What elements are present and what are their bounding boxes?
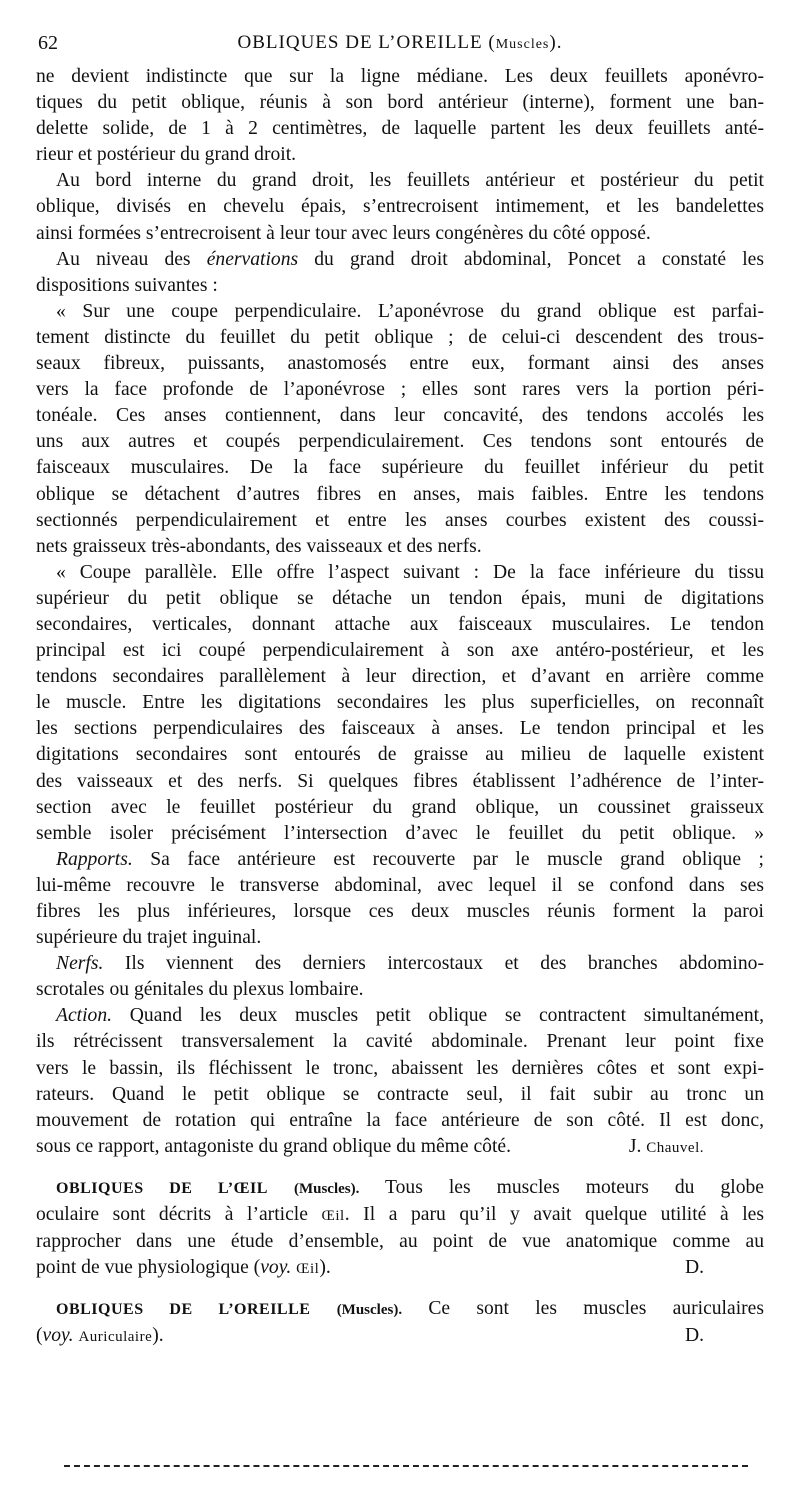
- running-head-small-caps: Muscles: [495, 37, 550, 52]
- text-line: [36, 1175, 764, 1202]
- text-line: « Sur une coupe perpendiculaire. L’aponévrose du grand oblique est parfai-: [56, 300, 764, 322]
- section-label-rapports: Rapports.: [56, 848, 133, 870]
- text-line: rieur et postérieur du grand droit.: [36, 144, 297, 166]
- text-line: mouvement de rotation qui entraîne la face antérieure de son côté. Il est donc,: [36, 1109, 764, 1131]
- page-number: 62: [38, 32, 58, 54]
- text-line: supérieur du petit oblique se détache un tendon épais, muni de digitations: [36, 587, 764, 609]
- section-label-action: Action.: [56, 1005, 113, 1027]
- text-line: sectionnés perpendiculairement et entre les anses courbes existent des coussi-: [36, 509, 764, 531]
- text-line: dispositions suivantes :: [36, 274, 218, 296]
- text-line: supérieure du trajet inguinal.: [36, 927, 262, 949]
- text-fragment: Ce sont les muscles auriculaires: [402, 1298, 764, 1320]
- page: [36, 0, 764, 1501]
- text-line: tendons secondaires parallèlement à leur direction, et d’avant en arrière comme: [36, 666, 764, 688]
- text-line: [36, 1202, 764, 1229]
- text-line: [36, 951, 764, 977]
- text-fragment: oculaire sont décrits à l’article: [36, 1204, 322, 1226]
- text-line: vers la face profonde de l’aponévrose ; elles sont rares vers la portion péri-: [36, 379, 764, 401]
- text-line: digitations secondaires sont entourés de graisse au milieu de laquelle existent: [36, 744, 764, 766]
- text-line: ils rétrécissent transversalement la cavité abdominale. Prenant leur point fixe: [36, 1031, 764, 1053]
- text-line: principal est ici coupé perpendiculairement à son axe antéro-postérieur, et les: [36, 640, 764, 662]
- cross-reference: Auriculaire: [78, 1329, 153, 1346]
- text-line: le muscle. Entre les digitations secondaires les plus superficielles, on reconnaît: [36, 692, 764, 714]
- text-line: ne devient indistincte que sur la ligne médiane. Les deux feuillets aponévro-: [36, 66, 764, 87]
- text-line: fibres les plus inférieures, lorsque ces deux muscles réunis forment la paroi: [36, 901, 764, 922]
- text-line: des vaisseaux et des nerfs. Si quelques fibres établissent l’adhérence de l’inter-: [36, 770, 764, 792]
- voy-abbrev: voy.: [260, 1257, 292, 1279]
- entry-signature: D.: [684, 1257, 704, 1279]
- text-line: oblique se détachent d’autres fibres en anses, mais faibles. Entre les tendons: [36, 483, 764, 505]
- text-line: vers le bassin, ils fléchissent le tronc, abaissent les dernières côtes et sont expi-: [36, 1057, 764, 1079]
- voy-abbrev: voy.: [42, 1325, 74, 1347]
- page-header: [36, 32, 764, 58]
- text-fragment: Ils viennent des derniers intercostaux et des branches abdomino-: [103, 953, 764, 975]
- text-line: tiques du petit oblique, réunis à son bord antérieur (interne), forment une ban-: [36, 92, 764, 114]
- running-head-text: OBLIQUES DE L’OREILLE (: [237, 32, 496, 53]
- text-line: [36, 1134, 764, 1161]
- text-line: uns aux autres et coupés perpendiculairement. Ces tendons sont entourés de: [36, 431, 764, 453]
- text-line: tonéale. Ces anses contiennent, dans leur concavité, des tendons accolés les: [36, 405, 764, 427]
- text-line: rateurs. Quand le petit oblique se contracte seul, il fait subir au tronc un: [36, 1083, 764, 1105]
- author-signature: [629, 1134, 704, 1161]
- page-bottom-rule: [64, 1465, 748, 1467]
- entry-subheading: (Muscles).: [336, 1302, 403, 1319]
- text-line: secondaires, verticales, donnant attache aux faisceaux musculaires. Le tendon: [36, 613, 764, 635]
- running-head: [36, 32, 764, 54]
- text-line: faisceaux musculaires. De la face supérieure du feuillet inférieur du petit: [36, 457, 764, 479]
- text-line: [36, 1323, 764, 1350]
- entry-signature: D.: [684, 1325, 704, 1347]
- text-line: les sections perpendiculaires des faisceaux à anses. Le tendon principal et les: [36, 718, 764, 740]
- article-body: [36, 64, 764, 1351]
- italic-term: énervations: [206, 248, 299, 270]
- text-line: oblique, divisés en chevelu épais, s’entrecroisent intimement, et les bandelettes: [36, 196, 764, 218]
- text-line: [36, 1296, 764, 1323]
- running-head-end: ).: [549, 32, 563, 53]
- text-line: section avec le feuillet postérieur du grand oblique, un coussinet graisseux: [36, 796, 764, 818]
- text-line: rapprocher dans une étude d’ensemble, au point de vue anatomique comme au: [36, 1231, 764, 1253]
- text-fragment: du grand droit abdominal, Poncet a constaté les: [298, 248, 764, 270]
- entry-obliques-oeil: [36, 1175, 764, 1282]
- text-line: [36, 1003, 764, 1029]
- text-line: [36, 1255, 764, 1282]
- text-line: Au bord interne du grand droit, les feuillets antérieur et postérieur du petit: [56, 170, 764, 192]
- signature-name: Chauvel.: [646, 1139, 704, 1156]
- text-fragment: Sa face antérieure est recouverte par le muscle grand oblique ;: [132, 848, 764, 870]
- text-fragment: ).: [319, 1257, 331, 1279]
- text-fragment: Au niveau des: [56, 248, 207, 270]
- text-fragment: (: [36, 1325, 43, 1347]
- text-fragment: ).: [152, 1325, 164, 1347]
- text-line: nets graisseux très-abondants, des vaisseaux et des nerfs.: [36, 535, 482, 557]
- entry-obliques-oreille: [36, 1296, 764, 1350]
- text-line: delette solide, de 1 à 2 centimètres, de laquelle partent les deux feuillets anté-: [36, 118, 764, 140]
- text-line: semble isoler précisément l’intersection d’avec le feuillet du petit oblique. »: [36, 822, 764, 844]
- text-line: seaux fibreux, puissants, anastomosés entre eux, formant ainsi des anses: [36, 353, 764, 375]
- signature-initial: J.: [628, 1135, 647, 1157]
- entry-subheading: (Muscles).: [293, 1180, 360, 1197]
- text-line: [36, 847, 764, 873]
- cross-reference: Œil: [296, 1261, 320, 1278]
- text-fragment: Tous les muscles moteurs du globe: [359, 1176, 764, 1198]
- cross-reference: Œil: [321, 1208, 345, 1225]
- text-line: lui-même recouvre le transverse abdominal, avec lequel il se confond dans ses: [36, 874, 764, 896]
- text-fragment: sous ce rapport, antagoniste du grand oblique du même côté.: [36, 1135, 512, 1157]
- text-line: [36, 247, 764, 273]
- entry-headword: OBLIQUES DE L’OREILLE: [56, 1301, 311, 1319]
- entry-headword: OBLIQUES DE L’ŒIL: [56, 1179, 268, 1197]
- text-line: « Coupe parallèle. Elle offre l’aspect suivant : De la face inférieure du tissu: [56, 561, 764, 583]
- text-line: tement distincte du feuillet du petit oblique ; de celui-ci descendent des trous-: [36, 326, 764, 348]
- text-fragment: . Il a paru qu’il y avait quelque utilité à les: [344, 1204, 764, 1226]
- text-fragment: point de vue physiologique (: [36, 1257, 261, 1279]
- text-line: scrotales ou génitales du plexus lombaire.: [36, 979, 364, 1001]
- text-line: ainsi formées s’entrecroisent à leur tour avec leurs congénères du côté opposé.: [36, 222, 651, 244]
- text-fragment: Quand les deux muscles petit oblique se contractent simultanément,: [112, 1005, 764, 1027]
- section-label-nerfs: Nerfs.: [56, 953, 104, 975]
